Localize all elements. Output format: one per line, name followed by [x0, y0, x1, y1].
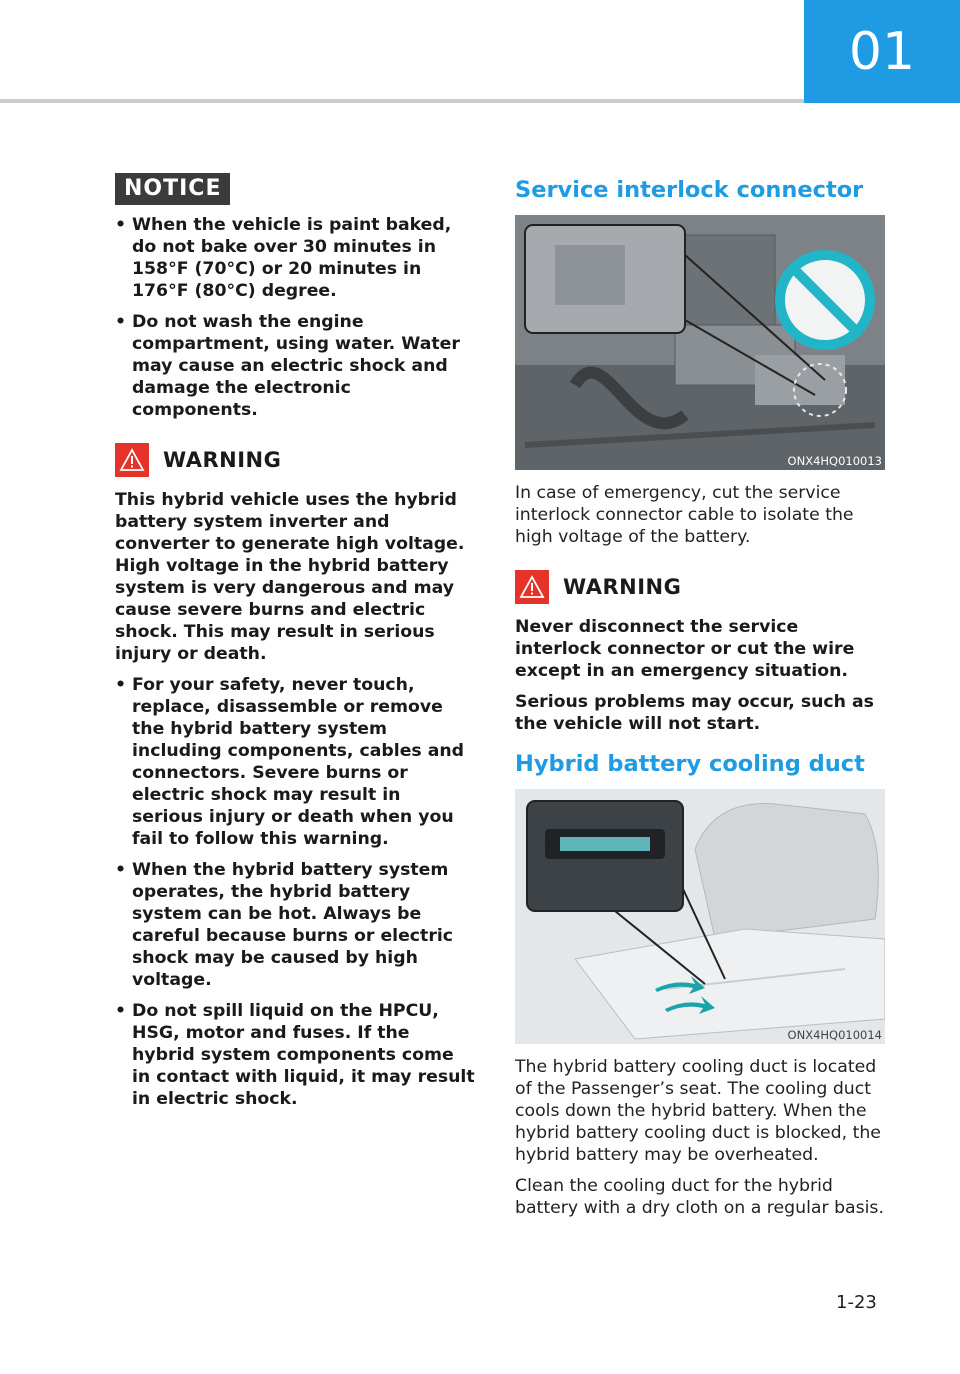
warning-list [115, 674, 477, 1110]
warning-item: • When the hybrid battery system operates, the hybrid battery system can be hot. Always be careful because burns or electric shock may be caused by high voltage. [115, 859, 477, 991]
page-number: 1-23 [836, 1292, 877, 1313]
section-title-cooling-duct: Hybrid battery cooling duct [515, 751, 865, 777]
figure-code: ONX4HQ010014 [787, 1028, 882, 1042]
cooling-duct-text: The hybrid battery cooling duct is located of the Passenger’s seat. The cooling duct cools down the hybrid battery. When the hybrid battery cooling duct is blocked, the hybrid battery may be overheated. [515, 1057, 881, 1165]
figure-code: ONX4HQ010013 [787, 454, 882, 468]
warning-heading [115, 443, 477, 477]
notice-list [115, 214, 477, 421]
figure-service-interlock [515, 215, 885, 470]
warning-text: This hybrid vehicle uses the hybrid battery system inverter and converter to generate high voltage. High voltage in the hybrid battery system is very dangerous and may cause severe burns and electric shock. This may result in serious injury or death. [115, 490, 465, 664]
section-title-service-interlock: Service interlock connector [515, 177, 864, 203]
prohibited-icon [777, 252, 873, 348]
warning-label: WARNING [563, 575, 682, 599]
left-column [115, 170, 477, 1119]
warning-text: Never disconnect the service interlock connector or cut the wire except in an emergency situation. [515, 617, 855, 681]
engine-bay-illustration [515, 215, 885, 470]
chapter-tab [804, 0, 960, 103]
warning-heading [515, 570, 885, 604]
warning-item: • Do not spill liquid on the HPCU, HSG, motor and fuses. If the hybrid system components come in contact with liquid, it may result in electric shock. [115, 1000, 477, 1110]
cooling-duct-text: Clean the cooling duct for the hybrid battery with a dry cloth on a regular basis. [515, 1176, 884, 1218]
notice-item: • When the vehicle is paint baked, do not bake over 30 minutes in 158°F (70°C) or 20 minutes in 176°F (80°C) degree. [115, 214, 477, 302]
chapter-number: 01 [848, 21, 916, 82]
notice-item: • Do not wash the engine compartment, using water. Water may cause an electric shock and damage the electronic components. [115, 311, 477, 421]
service-interlock-text: In case of emergency, cut the service interlock connector cable to isolate the high voltage of the battery. [515, 483, 854, 547]
header-rule [0, 99, 804, 103]
right-column [515, 170, 885, 1228]
notice-badge: NOTICE [115, 173, 230, 205]
warning-text: Serious problems may occur, such as the vehicle will not start. [515, 692, 874, 734]
figure-cooling-duct [515, 789, 885, 1044]
rear-seat-illustration [515, 789, 885, 1044]
warning-triangle-icon [515, 570, 549, 604]
warning-triangle-icon [115, 443, 149, 477]
warning-label: WARNING [163, 448, 282, 472]
warning-item: • For your safety, never touch, replace, disassemble or remove the hybrid battery system including components, cables and connectors. Severe burns or electric shock may result in serious injury or death when you fail to follow this warning. [115, 674, 477, 850]
